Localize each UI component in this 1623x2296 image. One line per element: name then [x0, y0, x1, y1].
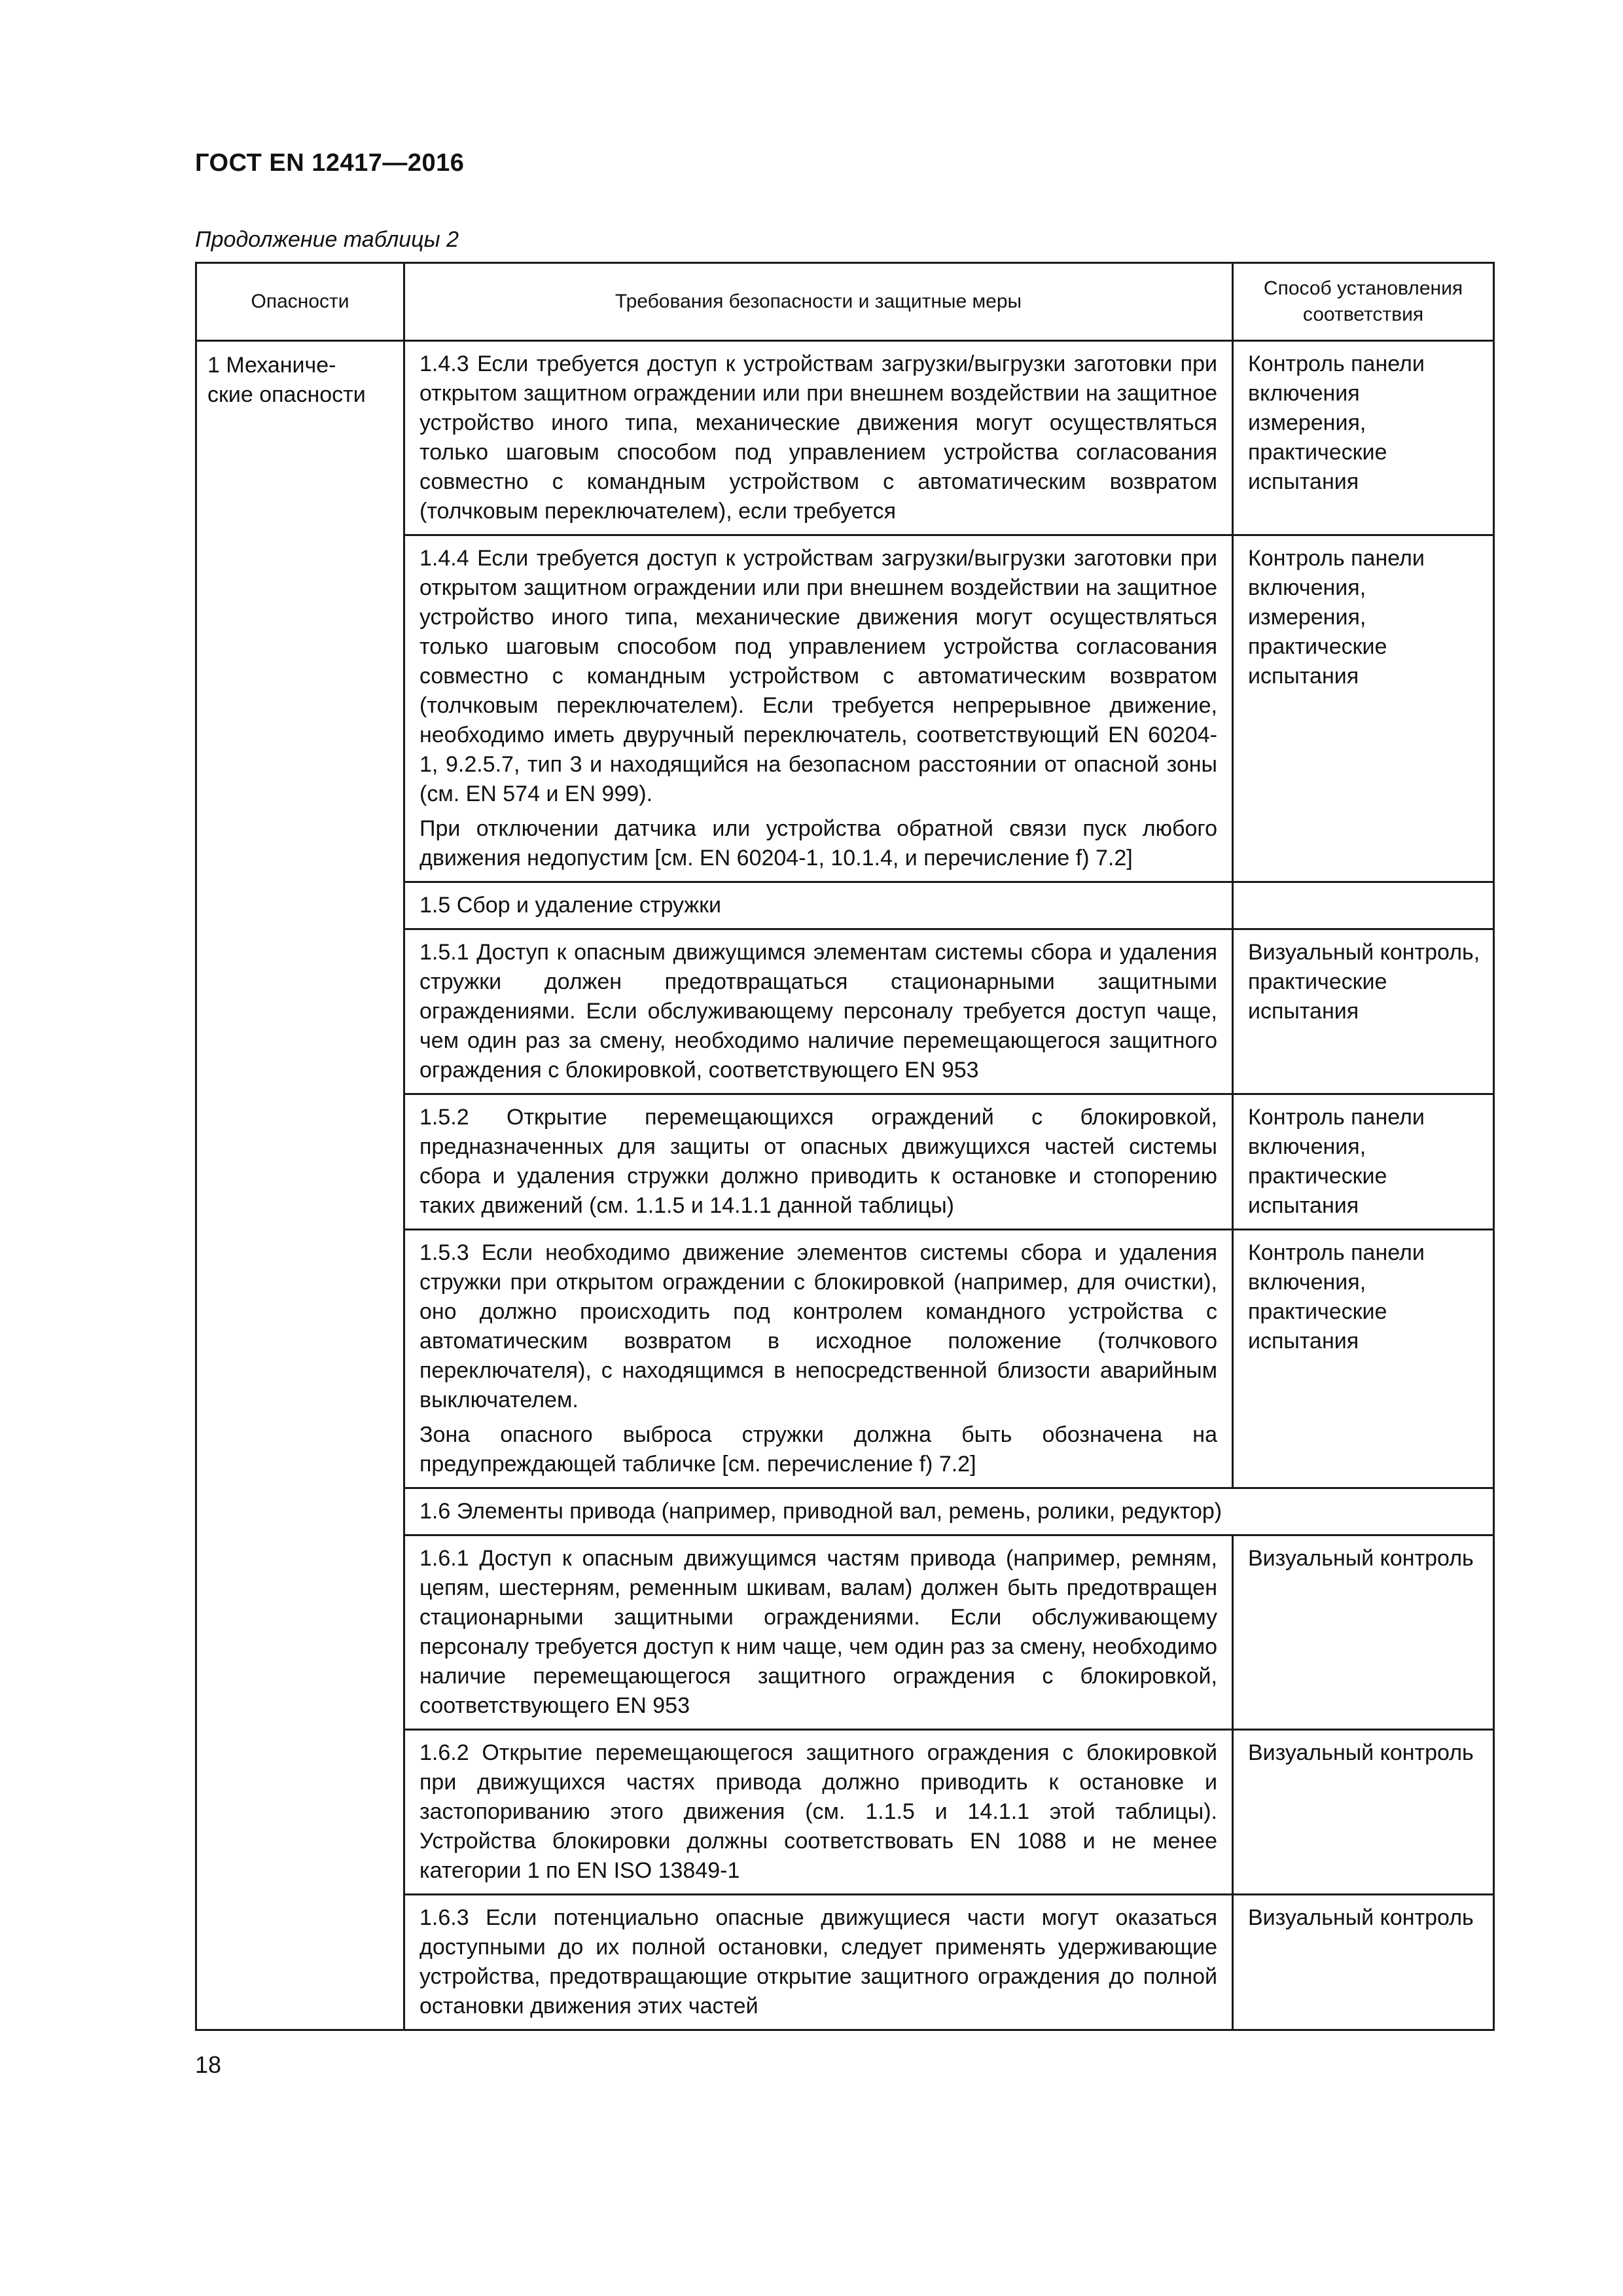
requirement-cell — [404, 1895, 1233, 2030]
requirement-text: Зона опасного выброса стружки должна быть обозначена на предупреждающей табличке [см. перечисление f) 7.2] — [419, 1422, 1217, 1477]
requirement-text: 1.5.2 Открытие перемещающихся ограждений с блокировкой, предназначенных для защиты от опасных движущихся частей системы сбора и удаления стружки должно приводить к остановке и стопорению таких движений (см. 1.1.5 и 14.1.1 данной таблицы) — [419, 1105, 1217, 1218]
document-code: ГОСТ EN 12417—2016 — [195, 149, 465, 177]
table-body — [196, 341, 1494, 2030]
requirement-cell — [404, 535, 1233, 882]
verification-cell: Контроль панели включения измерения, практические испытания — [1233, 341, 1494, 535]
verification-cell — [1233, 882, 1494, 929]
column-header-verification: Способ установления соответствия — [1233, 263, 1494, 341]
requirement-text: 1.4.4 Если требуется доступ к устройствам загрузки/выгрузки заготовки при открытом защитном ограждении или при внешнем воздействии на защитное устройство иного типа, механические движения могут осуществляться только шаговым способом под управлением устройства согласования совместно с командным устройством с автоматическим возвратом (толчковым переключателем). Если требуется непрерывное движение, необходимо иметь двуручный переключатель, соответствующий EN 60204-1, 9.2.5.7, тип 3 и находящийся на безопасном расстоянии от опасной зоны (см. EN 574 и EN 999). — [419, 546, 1217, 806]
requirement-text: 1.6.3 Если потенциально опасные движущиеся части могут оказаться доступными до их полной остановки, следует применять удерживающие устройства, предотвращающие открытие защитного ограждения до полной остановки движения этих частей — [419, 1905, 1217, 2018]
table-continuation-caption: Продолжение таблицы 2 — [195, 227, 459, 252]
column-header-hazards: Опасности — [196, 263, 404, 341]
hazards-table — [195, 262, 1495, 2031]
table-header-row — [196, 263, 1494, 341]
verification-cell: Визуальный контроль — [1233, 1895, 1494, 2030]
verification-cell: Контроль панели включения, практические испытания — [1233, 1230, 1494, 1488]
requirement-text: 1.6.2 Открытие перемещающегося защитного ограждения с блокировкой при движущихся частях привода должно приводить к остановке и застопориванию этого движения (см. 1.1.5 и 14.1.1 этой таблицы). Устройства блокировки должны соответствовать EN 1088 и не менее категории 1 по EN ISO 13849-1 — [419, 1740, 1217, 1883]
requirement-cell — [404, 341, 1233, 535]
page-number: 18 — [195, 2051, 222, 2078]
requirement-cell — [404, 1230, 1233, 1488]
hazard-group-label: 1 Механиче- ские опасности — [207, 353, 366, 407]
verification-cell: Визуальный контроль, практические испытания — [1233, 929, 1494, 1094]
requirement-text: 1.6.1 Доступ к опасным движущимся частям привода (например, ремням, цепям, шестерням, ременным шкивам, валам) должен быть предотвращен стационарными защитными ограждениями. Если обслуживающему персоналу требуется доступ к ним чаще, чем один раз за смену, необходимо наличие перемещающегося защитного ограждения с блокировкой, соответствующего EN 953 — [419, 1546, 1217, 1718]
verification-cell: Контроль панели включения, практические испытания — [1233, 1094, 1494, 1230]
requirement-cell — [404, 1535, 1233, 1730]
requirement-cell — [404, 1488, 1494, 1535]
verification-cell: Контроль панели включения, измерения, практические испытания — [1233, 535, 1494, 882]
requirement-cell — [404, 882, 1233, 929]
requirement-text: При отключении датчика или устройства обратной связи пуск любого движения недопустим [см. EN 60204-1, 10.1.4, и перечисление f) 7.2] — [419, 816, 1217, 870]
hazard-group-cell — [196, 341, 404, 2030]
column-header-requirements: Требования безопасности и защитные меры — [404, 263, 1233, 341]
table-row — [196, 341, 1494, 535]
section-heading: 1.6 Элементы привода (например, приводной вал, ремень, ролики, редуктор) — [419, 1499, 1222, 1524]
requirement-cell — [404, 1094, 1233, 1230]
requirement-text: 1.4.3 Если требуется доступ к устройствам загрузки/выгрузки заготовки при открытом защитном ограждении или при внешнем воздействии на защитное устройство иного типа, механические движения могут осуществляться только шаговым способом под управлением устройства согласования совместно с командным устройством с автоматическим возвратом (толчковым переключателем), если требуется — [419, 351, 1217, 524]
verification-cell: Визуальный контроль — [1233, 1535, 1494, 1730]
requirement-cell — [404, 1730, 1233, 1895]
section-heading: 1.5 Сбор и удаление стружки — [419, 893, 722, 918]
requirement-text: 1.5.1 Доступ к опасным движущимся элементам системы сбора и удаления стружки должен предотвращаться стационарными защитными ограждениями. Если обслуживающему персоналу требуется доступ чаще, чем один раз за смену, необходимо наличие перемещающегося защитного ограждения с блокировкой, соответствующего EN 953 — [419, 940, 1217, 1083]
requirement-cell — [404, 929, 1233, 1094]
verification-cell: Визуальный контроль — [1233, 1730, 1494, 1895]
requirement-text: 1.5.3 Если необходимо движение элементов системы сбора и удаления стружки при открытом ограждении с блокировкой (например, для очистки), оно должно происходить под контролем командного устройства с автоматическим возвратом в исходное положение (толчкового переключателя), с находящимся в непосредственной близости аварийным выключателем. — [419, 1240, 1217, 1412]
